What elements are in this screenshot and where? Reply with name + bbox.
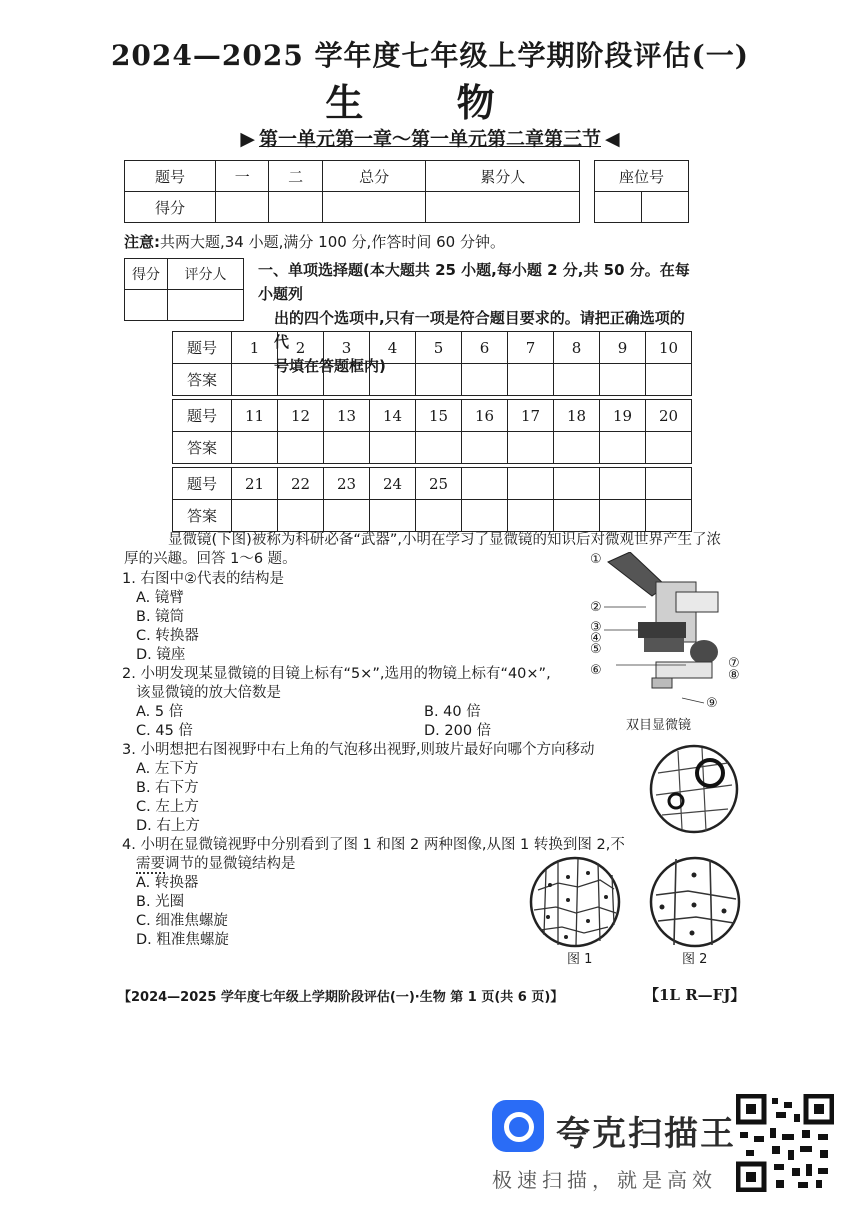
question-number-cell: 11 [232, 400, 278, 432]
score-table-header: 总分 [322, 161, 426, 192]
question-number-cell: 6 [462, 332, 508, 364]
section1-line: 号填在答题框内) [274, 357, 386, 375]
question-number-cell: 20 [646, 400, 692, 432]
answer-cell[interactable] [416, 364, 462, 396]
brand-name: 夸克扫描王 [556, 1114, 736, 1154]
option[interactable]: D. 粗准焦螺旋 [136, 932, 229, 948]
question-stem: 2. 小明发现某显微镜的目镜上标有“5×”,选用的物镜上标有“40×”, [122, 666, 551, 682]
exam-title: 2024—2025 学年度七年级上学期阶段评估(一) [110, 39, 750, 72]
question-number-cell [600, 468, 646, 500]
question-number-cell: 17 [508, 400, 554, 432]
grader-name-cell[interactable] [168, 290, 244, 321]
microscope-label: ⑤ [590, 642, 602, 657]
qr-code-icon [736, 1094, 834, 1192]
microscope-caption: 双目显微镜 [626, 718, 692, 733]
question-number-cell: 15 [416, 400, 462, 432]
answer-cell[interactable] [416, 500, 462, 532]
question-number-cell: 13 [324, 400, 370, 432]
bubble-view-figure [648, 743, 740, 835]
answer-cell[interactable] [462, 432, 508, 464]
unit-range-text: 第一单元第一章～第一单元第二章第三节 [258, 128, 601, 150]
option[interactable]: C. 转换器 [136, 628, 199, 644]
microscope-label: ① [590, 552, 602, 567]
figure-2-cells [648, 855, 742, 949]
grader-score-cell[interactable] [125, 290, 168, 321]
microscope-illustration [608, 552, 718, 688]
option[interactable]: D. 镜座 [136, 647, 186, 663]
option[interactable]: D. 右上方 [136, 818, 200, 834]
question-number-cell: 19 [600, 400, 646, 432]
option[interactable]: B. 右下方 [136, 780, 199, 796]
score-row-label: 得分 [125, 192, 216, 223]
question-number-cell [646, 468, 692, 500]
option[interactable]: D. 200 倍 [424, 723, 492, 739]
microscope-label: ⑥ [590, 663, 602, 678]
emphasis-text: 需要 [136, 856, 165, 872]
intro-line: 厚的兴趣。回答 1～6 题。 [124, 551, 297, 567]
answer-cell[interactable] [324, 364, 370, 396]
answer-cell[interactable] [508, 432, 554, 464]
question-number-cell: 2 [278, 332, 324, 364]
intro-line: 显微镜(下图)被称为科研必备“武器”,小明在学习了显微镜的知识后对微观世界产生了浓 [168, 532, 721, 548]
answer-cell[interactable] [232, 500, 278, 532]
score-table-header: 一 [216, 161, 269, 192]
paper-code: 【1L R—FJ】 [644, 986, 746, 1004]
figure-2-caption: 图 2 [682, 952, 708, 967]
microscope-label: ④ [590, 631, 602, 646]
notice [124, 231, 505, 252]
seat-cell[interactable] [595, 192, 642, 223]
answer-cell[interactable] [646, 364, 692, 396]
question-stem: 3. 小明想把右图视野中右上角的气泡移出视野,则玻片最好向哪个方向移动 [122, 742, 595, 758]
answer-row [173, 364, 692, 396]
question-number-cell: 5 [416, 332, 462, 364]
option[interactable]: A. 左下方 [136, 761, 199, 777]
answer-cell[interactable] [232, 364, 278, 396]
score-table [124, 160, 580, 223]
question-stem: 1. 右图中②代表的结构是 [122, 571, 284, 587]
answer-cell[interactable] [324, 500, 370, 532]
answer-cell[interactable] [508, 364, 554, 396]
question-stem: 该显微镜的放大倍数是 [136, 685, 281, 701]
question-number-row [173, 468, 692, 500]
answer-cell[interactable] [370, 364, 416, 396]
seat-table [594, 160, 689, 223]
grader-name-label: 评分人 [168, 259, 244, 290]
score-cell[interactable] [322, 192, 426, 223]
grader-table [124, 258, 244, 321]
microscope-label: ⑨ [706, 696, 718, 711]
question-number-cell: 18 [554, 400, 600, 432]
option[interactable]: B. 40 倍 [424, 704, 481, 720]
option[interactable]: C. 左上方 [136, 799, 199, 815]
answer-cell[interactable] [554, 500, 600, 532]
question-stem: 4. 小明在显微镜视野中分别看到了图 1 和图 2 两种图像,从图 1 转换到图 2,不 [122, 837, 625, 853]
left-triangle-icon: ▶ [240, 128, 255, 150]
question-number-cell: 22 [278, 468, 324, 500]
question-number-cell: 9 [600, 332, 646, 364]
question-stem: 调节的显微镜结构是 [165, 856, 296, 872]
question-number-cell: 8 [554, 332, 600, 364]
answer-cell[interactable] [554, 432, 600, 464]
question-number-cell: 16 [462, 400, 508, 432]
microscope-label: ⑦ [728, 656, 740, 671]
answer-cell[interactable] [324, 432, 370, 464]
question-2 [122, 665, 642, 741]
option[interactable]: A. 镜臂 [136, 590, 184, 606]
question-number-cell: 3 [324, 332, 370, 364]
microscope-label: ② [590, 600, 602, 615]
page-footer: 【2024—2025 学年度七年级上学期阶段评估(一)·生物 第 1 页(共 6 页)】 [118, 990, 564, 1005]
answer-cell[interactable] [600, 500, 646, 532]
section1-line: 出的四个选项中,只有一项是符合题目要求的。请把正确选项的代 [274, 309, 685, 351]
answer-row [173, 432, 692, 464]
answer-label: 答案 [173, 500, 232, 532]
answer-cell[interactable] [416, 432, 462, 464]
question-number-row [173, 332, 692, 364]
section1-line: 一、单项选择题(本大题共 25 小题,每小题 2 分,共 50 分。在每小题列 [258, 261, 690, 303]
question-number-cell [462, 468, 508, 500]
figure-1-caption: 图 1 [567, 952, 593, 967]
option[interactable]: C. 细准焦螺旋 [136, 913, 228, 929]
question-number-cell: 14 [370, 400, 416, 432]
notice-label: 注意: [124, 233, 160, 251]
score-cell[interactable] [426, 192, 580, 223]
answer-cell[interactable] [554, 364, 600, 396]
answer-cell[interactable] [370, 500, 416, 532]
seat-cell[interactable] [641, 192, 688, 223]
question-number-cell: 24 [370, 468, 416, 500]
answer-grid [172, 331, 692, 532]
seat-label: 座位号 [595, 161, 689, 192]
question-number-cell: 7 [508, 332, 554, 364]
question-3 [122, 741, 595, 836]
answer-cell[interactable] [600, 364, 646, 396]
option[interactable]: B. 光圈 [136, 894, 185, 910]
figure-1-cells [528, 855, 622, 949]
answer-cell[interactable] [370, 432, 416, 464]
answer-label: 答案 [173, 432, 232, 464]
question-number-cell: 25 [416, 468, 462, 500]
question-number-row [173, 400, 692, 432]
option[interactable]: A. 5 倍 [136, 704, 184, 720]
answer-cell[interactable] [278, 432, 324, 464]
answer-cell[interactable] [232, 432, 278, 464]
unit-range [0, 124, 860, 151]
score-cell[interactable] [216, 192, 269, 223]
brand-slogan: 极速扫描，就是高效 [492, 1168, 717, 1192]
answer-cell[interactable] [600, 432, 646, 464]
answer-cell[interactable] [508, 500, 554, 532]
grader-score-label: 得分 [125, 259, 168, 290]
score-cell[interactable] [269, 192, 322, 223]
question-number-cell: 1 [232, 332, 278, 364]
option[interactable]: B. 镜筒 [136, 609, 185, 625]
answer-cell[interactable] [278, 364, 324, 396]
answer-cell[interactable] [278, 500, 324, 532]
microscope-figure [586, 552, 732, 712]
question-number-cell [554, 468, 600, 500]
answer-label: 答案 [173, 364, 232, 396]
notice-text: 共两大题,34 小题,满分 100 分,作答时间 60 分钟。 [160, 233, 505, 251]
score-table-header: 二 [269, 161, 322, 192]
microscope-label: ⑧ [728, 668, 740, 683]
score-table-header: 累分人 [426, 161, 580, 192]
subject-title: 生 物 [325, 80, 535, 125]
answer-cell[interactable] [462, 364, 508, 396]
question-1 [122, 570, 284, 665]
question-number-cell: 10 [646, 332, 692, 364]
question-number-cell: 4 [370, 332, 416, 364]
scanner-logo-icon [492, 1100, 544, 1152]
microscope-label: ③ [590, 620, 602, 635]
option[interactable]: A. 转换器 [136, 875, 199, 891]
question-number-label: 题号 [173, 400, 232, 432]
answer-cell[interactable] [462, 500, 508, 532]
question-number-cell: 21 [232, 468, 278, 500]
question-number-cell [508, 468, 554, 500]
question-number-label: 题号 [173, 332, 232, 364]
question-number-cell: 23 [324, 468, 370, 500]
answer-cell[interactable] [646, 500, 692, 532]
score-table-header: 题号 [125, 161, 216, 192]
answer-cell[interactable] [646, 432, 692, 464]
option[interactable]: C. 45 倍 [136, 723, 193, 739]
question-number-cell: 12 [278, 400, 324, 432]
right-triangle-icon: ◀ [605, 128, 620, 150]
question-number-label: 题号 [173, 468, 232, 500]
answer-row [173, 500, 692, 532]
